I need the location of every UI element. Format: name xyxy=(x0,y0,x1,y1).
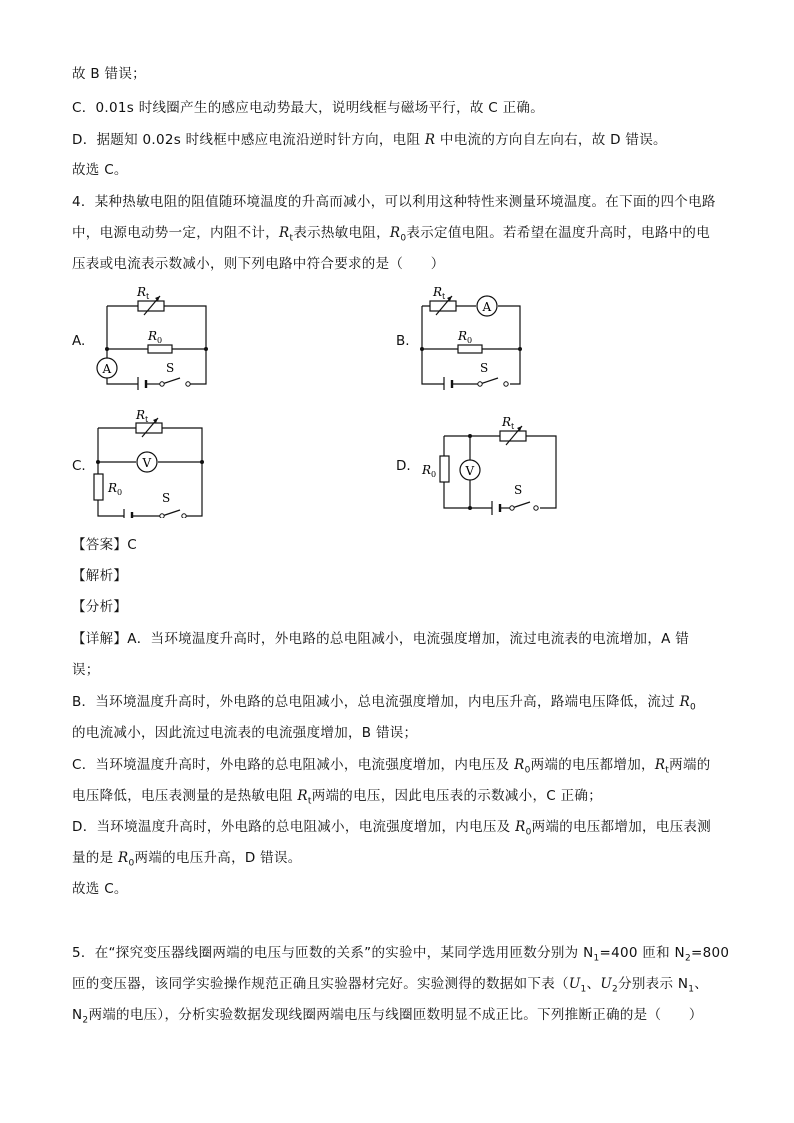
svg-text:S: S xyxy=(166,361,175,375)
question-4-line: 压表或电流表示数减小，则下列电路中符合要求的是（ ） xyxy=(72,256,445,272)
svg-text:0: 0 xyxy=(117,488,123,497)
detail-line: 【详解】A．当环境温度升高时，外电路的总电阻减小，电流强度增加，流过电流表的电流增加，A 错 xyxy=(72,631,690,647)
text-line: 故 B 错误； xyxy=(72,66,146,82)
question-5-line: $N_2$两端的电压），分析实验数据发现线圈两端电压与线圈匝数明显不成正比。下列推断正确的是（ ） xyxy=(72,1007,703,1026)
svg-text:V: V xyxy=(465,464,475,478)
circuit-a-diagram xyxy=(90,282,220,390)
svg-text:A: A xyxy=(102,362,112,376)
svg-text:S: S xyxy=(514,483,523,497)
option-b-label: B. xyxy=(396,333,410,349)
option-a-label: A. xyxy=(72,333,86,349)
detail-line: D．当环境温度升高时，外电路的总电阻减小，电流强度增加，内电压及 $R_0$两端的电压都增加，电压表测 xyxy=(72,819,711,838)
question-4-line: 中，电源电动势一定，内阻不计，$R_t$表示热敏电阻，$R_0$表示定值电阻。若希望在温度升高时，电路中的电 xyxy=(72,225,711,244)
detail-line: 的电流减小，因此流过电流表的电流强度增加，B 错误； xyxy=(72,725,418,741)
question-4-line: 4．某种热敏电阻的阻值随环境温度的升高而减小，可以利用这种特性来测量环境温度。在下面的四个电路 xyxy=(72,194,716,210)
analysis-subheading: 【分析】 xyxy=(72,599,128,615)
detail-line: 误； xyxy=(72,662,100,678)
text-line: 故选 C。 xyxy=(72,162,128,178)
svg-text:R: R xyxy=(108,481,118,495)
svg-text:R: R xyxy=(148,329,158,343)
option-c-label: C. xyxy=(72,458,86,474)
question-5-line: 匝的变压器，该同学实验操作规范正确且实验器材完好。实验测得的数据如下表（$U_1$、$U_2$分别表示 $N_1$、 xyxy=(72,976,709,995)
detail-line: C．当环境温度升高时，外电路的总电阻减小，电流强度增加，内电压及 $R_0$两端的电压都增加，$R_t$两端的 xyxy=(72,757,711,776)
svg-text:R: R xyxy=(433,285,443,299)
answer-label: 【答案】C xyxy=(72,537,137,553)
svg-text:R: R xyxy=(458,329,468,343)
circuit-d-diagram xyxy=(420,408,560,516)
svg-text:t: t xyxy=(145,415,149,424)
detail-line: 电压降低，电压表测量的是热敏电阻 $R_t$两端的电压，因此电压表的示数减小，C 正确； xyxy=(72,788,603,807)
circuit-b-diagram xyxy=(414,282,544,390)
svg-text:0: 0 xyxy=(431,470,437,479)
svg-text:S: S xyxy=(162,491,171,505)
svg-text:0: 0 xyxy=(467,336,473,345)
svg-text:t: t xyxy=(442,292,446,301)
svg-text:0: 0 xyxy=(157,336,163,345)
question-5-line: 5．在“探究变压器线圈两端的电压与匝数的关系”的实验中，某同学选用匝数分别为 $N_1=400$ 匝和 $N_2=800$ xyxy=(72,945,730,964)
analysis-heading: 【解析】 xyxy=(72,568,128,584)
svg-text:R: R xyxy=(136,408,146,422)
detail-line: 故选 C。 xyxy=(72,881,128,897)
detail-line: 量的是 $R_0$两端的电压升高，D 错误。 xyxy=(72,850,302,869)
svg-text:t: t xyxy=(146,292,150,301)
svg-text:V: V xyxy=(142,456,152,470)
detail-line: B．当环境温度升高时，外电路的总电阻减小，总电流强度增加，内电压升高，路端电压降低，流过 $R_0$ xyxy=(72,694,697,713)
text-line: C．0.01s 时线圈产生的感应电动势最大，说明线框与磁场平行，故 C 正确。 xyxy=(72,100,545,116)
svg-text:R: R xyxy=(137,285,147,299)
svg-text:S: S xyxy=(480,361,489,375)
circuit-c-diagram xyxy=(86,406,216,518)
text-line: D．据题知 0.02s 时线框中感应电流沿逆时针方向，电阻 R 中电流的方向自左向右，故 D 错误。 xyxy=(72,132,667,148)
svg-text:A: A xyxy=(482,300,492,314)
svg-text:R: R xyxy=(422,463,432,477)
option-d-label: D. xyxy=(396,458,411,474)
svg-text:t: t xyxy=(511,422,515,431)
svg-text:R: R xyxy=(502,415,512,429)
